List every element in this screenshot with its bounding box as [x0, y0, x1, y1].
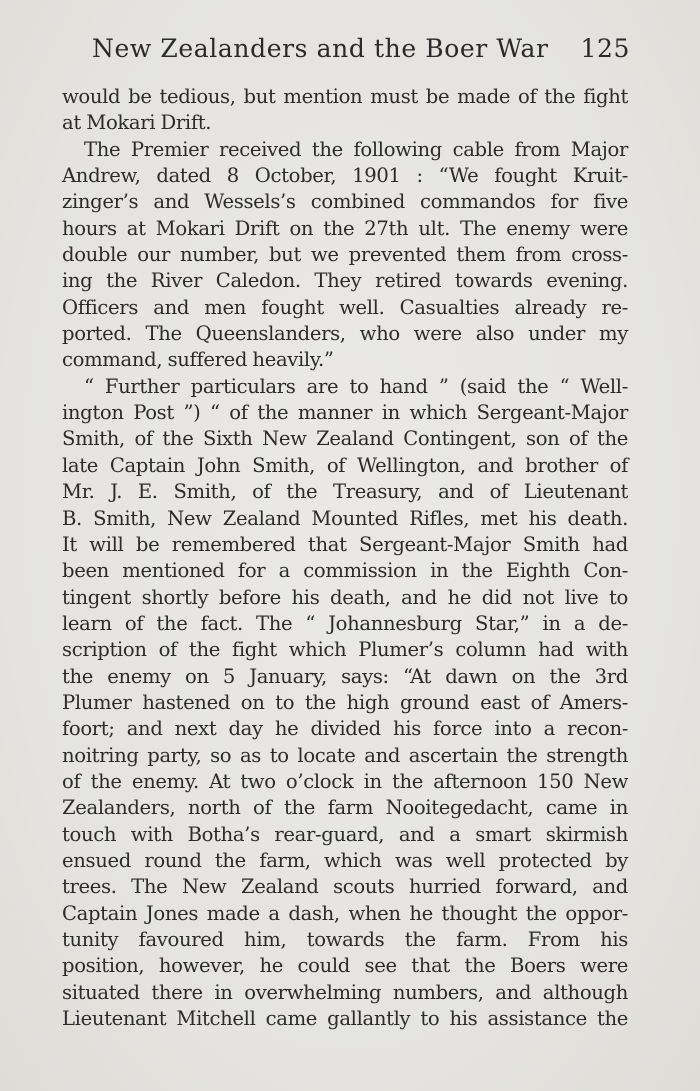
- text-line: late Captain John Smith, of Wellington, and brother of: [62, 453, 628, 477]
- text-line: zinger’s and Wessels’s combined commandos for five: [62, 190, 628, 214]
- text-line: of the enemy. At two o’clock in the afternoon 150 New: [62, 769, 628, 793]
- text-line: Lieutenant Mitchell came gallantly to his assistance the: [62, 1007, 628, 1031]
- text-line: hours at Mokari Drift on the 27th ult. The enemy were: [62, 216, 628, 240]
- text-line: command, suffered heavily.”: [62, 348, 334, 372]
- page-number: 125: [580, 34, 630, 63]
- text-line: scription of the fight which Plumer’s column had with: [62, 638, 628, 662]
- text-line: Plumer hastened on to the high ground east of Amers-: [62, 690, 628, 714]
- text-line: touch with Botha’s rear-guard, and a smart skirmish: [62, 822, 628, 846]
- text-line: learn of the fact. The “ Johannesburg Star,” in a de-: [62, 611, 628, 635]
- text-line: situated there in overwhelming numbers, and although: [62, 980, 628, 1004]
- text-line: been mentioned for a commission in the Eighth Con-: [62, 559, 628, 583]
- text-line: position, however, he could see that the Boers were: [62, 954, 628, 978]
- text-line: the enemy on 5 January, says: “At dawn on the 3rd: [62, 664, 628, 688]
- text-line: Captain Jones made a dash, when he thought the oppor-: [62, 901, 628, 925]
- text-line: Smith, of the Sixth New Zealand Contingent, son of the: [62, 427, 628, 451]
- text-line: trees. The New Zealand scouts hurried forward, and: [62, 875, 628, 899]
- text-line: double our number, but we prevented them from cross-: [62, 243, 628, 267]
- running-head-title: New Zealanders and the Boer War: [92, 34, 549, 63]
- text-line: at Mokari Drift.: [62, 111, 212, 135]
- text-line: B. Smith, New Zealand Mounted Rifles, met his death.: [62, 506, 628, 530]
- text-line: ington Post ”) “ of the manner in which Sergeant-Major: [62, 401, 628, 425]
- text-line: tunity favoured him, towards the farm. From his: [62, 928, 628, 951]
- text-line: ensued round the farm, which was well protected by: [62, 848, 628, 872]
- body-text: [62, 84, 628, 1032]
- text-line: would be tedious, but mention must be made of the fight: [62, 85, 628, 108]
- running-head: [62, 34, 630, 74]
- text-line: Officers and men fought well. Casualties already re-: [62, 295, 628, 319]
- text-line: Mr. J. E. Smith, of the Treasury, and of Lieutenant: [62, 480, 628, 504]
- text-line: The Premier received the following cable from Major: [84, 137, 628, 161]
- text-line: tingent shortly before his death, and he did not live to: [62, 585, 628, 609]
- text-line: ported. The Queenslanders, who were also under my: [62, 322, 628, 346]
- text-line: foort; and next day he divided his force into a recon-: [62, 717, 628, 741]
- text-line: “ Further particulars are to hand ” (said the “ Well-: [84, 374, 628, 398]
- text-line: noitring party, so as to locate and ascertain the strength: [62, 743, 628, 767]
- text-line: Zealanders, north of the farm Nooitegedacht, came in: [62, 796, 628, 820]
- text-line: It will be remembered that Sergeant-Major Smith had: [62, 532, 628, 556]
- text-line: ing the River Caledon. They retired towards evening.: [62, 269, 628, 293]
- text-line: Andrew, dated 8 October, 1901 : “We fought Kruit-: [62, 164, 628, 188]
